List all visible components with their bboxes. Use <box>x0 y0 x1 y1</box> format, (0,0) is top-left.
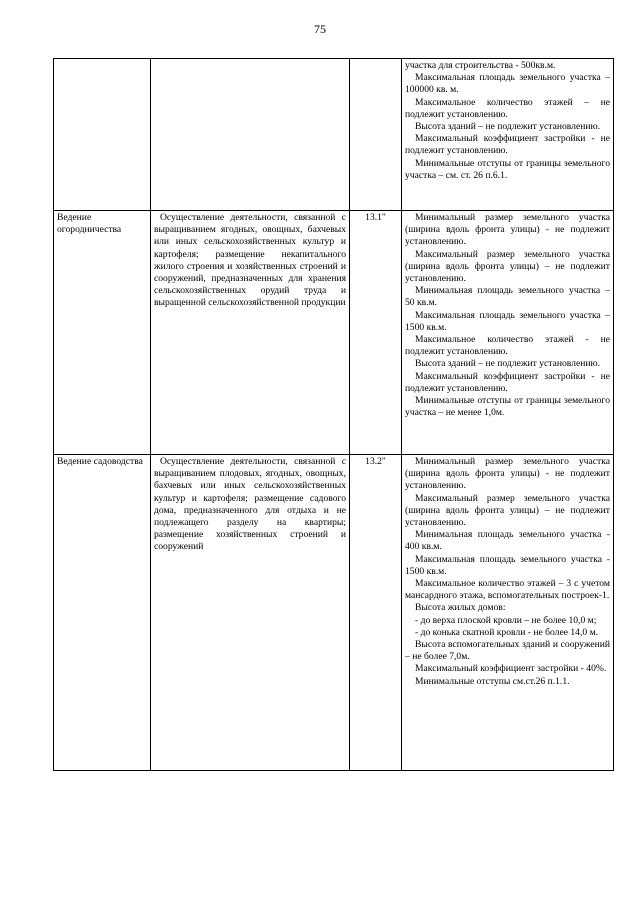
param-line: Высота зданий – не подлежит установлению. <box>415 121 601 133</box>
use-code-cell: 13.1" <box>350 211 402 455</box>
land-use-table <box>53 58 614 771</box>
param-line: Минимальная площадь земельного участка - 400 кв.м. <box>405 529 610 553</box>
param-line: Высота вспомогательных зданий и сооружений – не более 7,0м. <box>405 639 610 663</box>
param-line: Максимальный размер земельного участка (ширина вдоль фронта улицы) – не подлежит установлению. <box>405 248 610 285</box>
param-line: Минимальные отступы от границы земельного участка – см. ст. 26 п.6.1. <box>405 157 610 181</box>
param-line: Минимальный размер земельного участка (ширина вдоль фронта улицы) - не подлежит установлению. <box>405 456 610 492</box>
param-line: Максимальное количество этажей – не подлежит установлению. <box>405 96 610 120</box>
param-line: Максимальный коэффициент застройки - 40%. <box>415 663 607 675</box>
use-code-cell <box>350 59 402 211</box>
use-description-cell: Осуществление деятельности, связанной с выращиванием ягодных, овощных, бахчевых или иных сельскохозяйственных культур и картофеля; размещение некапитального жилого строения и хозяйственных строений и сооружений, предназначенных для хранения сельскохозяйственных орудий труда и выращенной сельскохозяйственной продукции <box>151 211 350 455</box>
use-code-cell: 13.2" <box>350 455 402 771</box>
use-name-cell: Ведение огородничества <box>54 211 151 455</box>
param-line: Максимальный размер земельного участка (ширина вдоль фронта улицы) – не подлежит установлению. <box>405 492 610 529</box>
param-line: Максимальная площадь земельного участка – 1500 кв.м. <box>405 309 610 333</box>
param-line: участка для строительства - 500кв.м. <box>405 60 556 71</box>
parameters-cell <box>402 455 614 771</box>
param-line: Максимальный коэффициент застройки - не подлежит установлению. <box>405 133 610 157</box>
param-line: Высота жилых домов: <box>415 602 506 614</box>
use-description-cell <box>151 59 350 211</box>
table-row <box>54 59 614 211</box>
page-number: 75 <box>314 22 326 36</box>
param-line: Минимальная площадь земельного участка – 50 кв.м. <box>405 285 610 309</box>
parameters-cell <box>402 59 614 211</box>
param-line: Максимальная площадь земельного участка - 1500 кв.м. <box>405 553 610 577</box>
param-line: Минимальные отступы см.ст.26 п.1.1. <box>415 675 570 687</box>
param-line: - до верха плоской кровли – не более 10,0 м; <box>415 614 597 626</box>
param-line: Максимальное количество этажей - не подлежит установлению. <box>405 334 610 358</box>
use-name-cell <box>54 59 151 211</box>
parameters-cell <box>402 211 614 455</box>
table-row <box>54 455 614 771</box>
param-line: Высота зданий – не подлежит установлению. <box>415 358 601 370</box>
use-name-cell: Ведение садоводства <box>54 455 151 771</box>
use-description-cell: Осуществление деятельности, связанной с выращиванием плодовых, ягодных, овощных, бахчевых или иных сельскохозяйственных культур и картофеля; размещение садового дома, предназначенного для отдыха и не подлежащего разделу на квартиры; размещение хозяйственных строений и сооружений <box>151 455 350 771</box>
param-line: Максимальное количество этажей – 3 с учетом мансардного этажа, вспомогательных построек-1. <box>405 578 610 602</box>
table-row <box>54 211 614 455</box>
param-line: Максимальная площадь земельного участка – 100000 кв. м. <box>405 72 610 96</box>
param-line: Минимальные отступы от границы земельного участка – не менее 1,0м. <box>405 395 610 419</box>
param-line: - до конька скатной кровли - не более 14,0 м. <box>415 626 599 638</box>
param-line: Минимальный размер земельного участка (ширина вдоль фронта улицы) - не подлежит установлению. <box>405 212 610 248</box>
param-line: Максимальный коэффициент застройки - не подлежит установлению. <box>405 370 610 394</box>
